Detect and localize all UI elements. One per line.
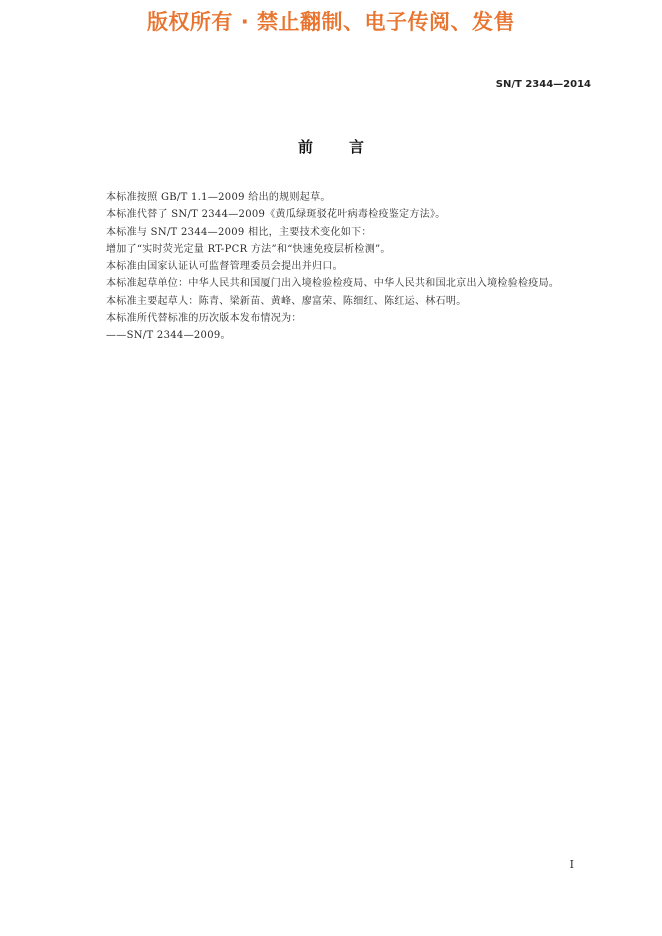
standard-code: SN/T 2344—2014	[495, 79, 591, 90]
paragraph-replaces: 本标准代替了 SN/T 2344—2009《黄瓜绿斑驳花叶病毒检疫鉴定方法》。	[106, 209, 446, 221]
paragraph-changes-intro: 本标准与 SN/T 2344—2009 相比，主要技术变化如下：	[106, 226, 372, 238]
paragraph-drafting-rules: 本标准按照 GB/T 1.1—2009 给出的规则起草。	[106, 192, 331, 203]
paragraph-drafting-units: 本标准起草单位：中华人民共和国厦门出入境检验检疫局、中华人民共和国北京出入境检验检疫局。	[106, 278, 560, 290]
paragraph-drafters: 本标准主要起草人：陈青、梁新苗、黄峰、廖富荣、陈细红、陈红运、林石明。	[106, 295, 467, 307]
paragraph-history-item: ——SN/T 2344—2009。	[106, 330, 231, 342]
paragraph-proposer: 本标准由国家认证认可监督管理委员会提出并归口。	[106, 261, 343, 273]
paragraph-changes-item: 增加了“实时荧光定量 RT-PCR 方法”和“快速免疫层析检测”。	[106, 243, 391, 255]
paragraph-history-intro: 本标准所代替标准的历次版本发布情况为：	[106, 313, 302, 325]
copyright-watermark: 版权所有 · 禁止翻制、电子传阅、发售	[146, 10, 516, 34]
foreword-body	[86, 189, 594, 345]
page-title: 前言	[297, 138, 400, 156]
page-number: I	[569, 858, 574, 871]
